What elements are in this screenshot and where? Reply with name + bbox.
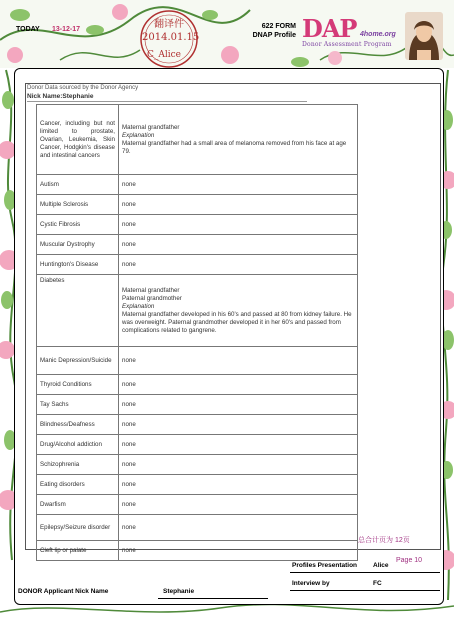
- profiles-presentation-label: Profiles Presentation: [292, 562, 358, 569]
- page-number: Page 10: [396, 557, 423, 564]
- source-note: Donor Data sourced by the Donor Agency: [27, 85, 139, 91]
- table-row: [37, 495, 358, 515]
- condition-name: Tay Sachs: [37, 395, 119, 415]
- form-title-line1: 622 FORM: [261, 23, 296, 30]
- interview-by-value: FC: [373, 580, 382, 587]
- stamp-date: 2014.01.15: [142, 32, 200, 43]
- condition-value: none: [119, 495, 358, 515]
- condition-name: Blindness/Deafness: [37, 415, 119, 435]
- condition-value: none: [119, 415, 358, 435]
- table-row: [37, 375, 358, 395]
- condition-value: none: [119, 215, 358, 235]
- condition-value: none: [119, 347, 358, 375]
- condition-value: none: [119, 515, 358, 541]
- table-row: [37, 255, 358, 275]
- table-row: [37, 215, 358, 235]
- condition-name: Huntington's Disease: [37, 255, 119, 275]
- table-row: [37, 175, 358, 195]
- explanation-text: Maternal grandfather had a small area of melanoma removed from his face at age 79.: [122, 139, 347, 155]
- condition-name: Cancer, including but not limited to prostate, Ovarian, Leukemia, Skin Cancer, Hodgkin's disease and intestinal cancers: [37, 105, 119, 175]
- condition-detail: [119, 275, 358, 347]
- dap-logo-sub: 4home.org: [360, 31, 396, 38]
- dap-tagline: Donor Assessment Program: [302, 41, 392, 48]
- dap-logo: DAP: [302, 14, 357, 43]
- table-row: [37, 275, 358, 347]
- detail-line: Maternal grandfather: [122, 123, 180, 131]
- condition-value: none: [119, 175, 358, 195]
- table-row: [37, 347, 358, 375]
- condition-name: Diabetes: [37, 275, 119, 347]
- medical-history-table: [36, 104, 358, 561]
- avatar: [405, 12, 443, 60]
- applicant-nick-line: [158, 598, 268, 599]
- condition-detail: [119, 105, 358, 175]
- applicant-nick-value: Stephanie: [163, 588, 195, 595]
- table-row: [37, 195, 358, 215]
- stamp-name: C_Alice: [147, 50, 182, 60]
- condition-name: Thyroid Conditions: [37, 375, 119, 395]
- explanation-text: Maternal grandfather developed in his 60's and passed at 80 from kidney failure. He was overweight. Paternal grandmother developed it in her 60's and passed from complications related to gangrene.: [122, 310, 352, 334]
- condition-value: none: [119, 235, 358, 255]
- condition-name: Dwarfism: [37, 495, 119, 515]
- table-row: [37, 105, 358, 175]
- table-row: [37, 235, 358, 255]
- condition-value: none: [119, 455, 358, 475]
- explanation-label: Explanation: [122, 302, 155, 310]
- interview-by-label: Interview by: [292, 580, 330, 587]
- nick-name-underline: [27, 101, 307, 102]
- condition-name: Manic Depression/Suicide: [37, 347, 119, 375]
- total-pages-note: 总合计页为 12页: [358, 537, 410, 544]
- condition-value: none: [119, 195, 358, 215]
- table-row: [37, 455, 358, 475]
- document-header: [0, 0, 454, 68]
- applicant-nick-label: DONOR Applicant Nick Name: [18, 588, 109, 595]
- condition-name: Epilepsy/Seizure disorder: [37, 515, 119, 541]
- form-title: [236, 22, 296, 40]
- condition-name: Cystic Fibrosis: [37, 215, 119, 235]
- today-date: 13-12-17: [52, 26, 81, 33]
- interview-by-line: [290, 590, 440, 591]
- avatar-portrait-icon: [405, 12, 443, 60]
- condition-name: Multiple Sclerosis: [37, 195, 119, 215]
- explanation-label: Explanation: [122, 131, 155, 139]
- condition-name: Autism: [37, 175, 119, 195]
- table-row: [37, 541, 358, 561]
- profiles-presentation-value: Alice: [373, 562, 389, 569]
- nick-name-label: Nick Name:Stephanie: [27, 93, 94, 100]
- table-row: [37, 415, 358, 435]
- condition-name: Schizophrenia: [37, 455, 119, 475]
- profiles-presentation-line: [290, 572, 440, 573]
- condition-value: none: [119, 255, 358, 275]
- today-label: TODAY: [16, 26, 40, 33]
- table-row: [37, 395, 358, 415]
- condition-value: none: [119, 395, 358, 415]
- condition-value: none: [119, 375, 358, 395]
- condition-name: Eating disorders: [37, 475, 119, 495]
- condition-name: Cleft lip or palate: [37, 541, 119, 561]
- condition-value: none: [119, 435, 358, 455]
- condition-value: none: [119, 475, 358, 495]
- form-title-line2: DNAP Profile: [252, 32, 296, 39]
- table-row: [37, 515, 358, 541]
- table-row: [37, 475, 358, 495]
- condition-name: Muscular Dystrophy: [37, 235, 119, 255]
- condition-value: none: [119, 541, 358, 561]
- detail-line: Maternal grandfather: [122, 286, 180, 294]
- stamp-chinese-text: 翻译件: [154, 19, 184, 30]
- table-row: [37, 435, 358, 455]
- condition-name: Drug/Alcohol addiction: [37, 435, 119, 455]
- detail-line: Paternal grandmother: [122, 294, 182, 302]
